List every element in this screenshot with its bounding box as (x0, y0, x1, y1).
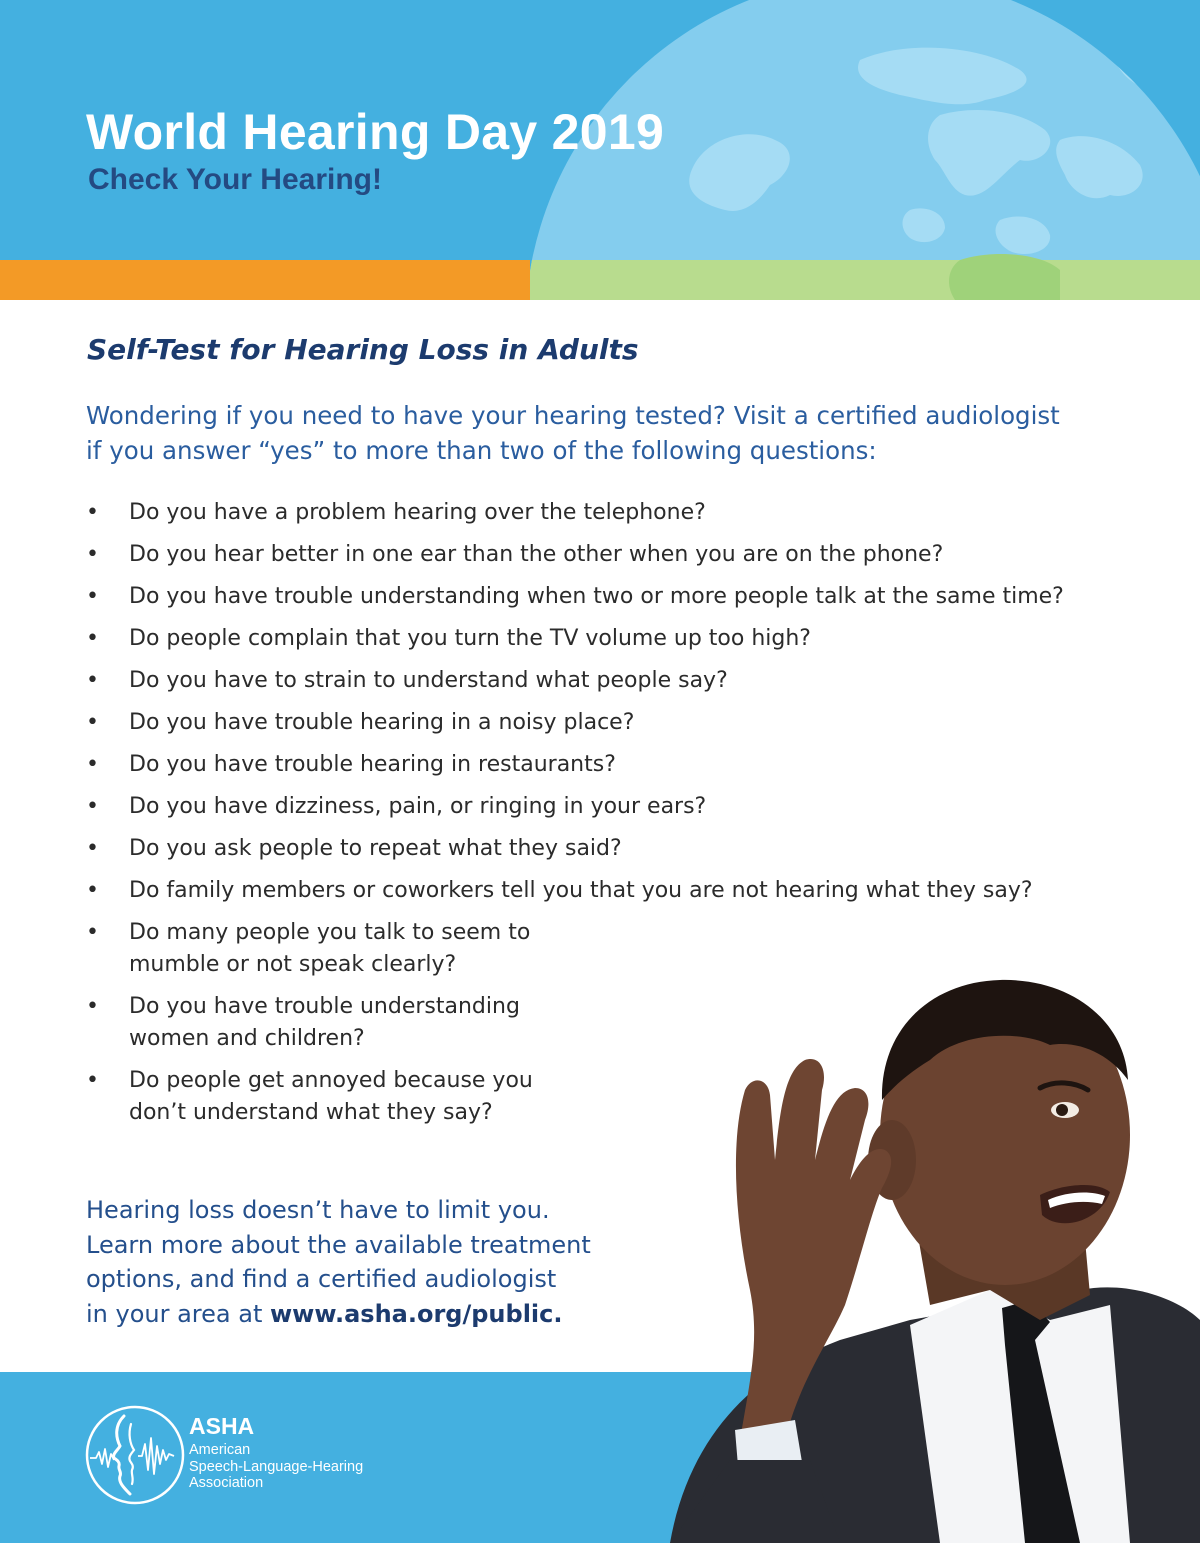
list-item (86, 875, 1126, 907)
org-name-line-3: Association (189, 1475, 264, 1491)
intro-line-1: Wondering if you need to have your hearing tested? Visit a certified audiologist (86, 401, 1060, 430)
orange-accent-bar (0, 260, 530, 300)
asha-full-name (189, 1442, 389, 1492)
question-text: Do you have dizziness, pain, or ringing in your ears? (129, 794, 707, 819)
list-item (86, 539, 1126, 571)
asha-website-link[interactable]: www.asha.org/public. (270, 1299, 563, 1328)
bullet-icon: • (86, 710, 99, 735)
list-item (86, 581, 1126, 613)
bullet-icon: • (86, 920, 99, 945)
question-text: Do you have to strain to understand what people say? (129, 668, 728, 693)
intro-line-2: if you answer “yes” to more than two of the following questions: (86, 436, 877, 465)
list-item (86, 497, 1126, 529)
question-text: Do you hear better in one ear than the other when you are on the phone? (129, 542, 944, 567)
list-item (86, 791, 1126, 823)
man-cupping-ear-photo (610, 960, 1200, 1543)
list-item (86, 749, 1126, 781)
asha-acronym: ASHA (189, 1413, 255, 1439)
bullet-icon: • (86, 878, 99, 903)
closing-line-4: in your area at (86, 1299, 270, 1328)
bullet-icon: • (86, 994, 99, 1019)
closing-paragraph (86, 1193, 646, 1331)
section-title: Self-Test for Hearing Loss in Adults (87, 333, 639, 366)
question-text: Do you have trouble understanding women and children? (129, 994, 520, 1051)
page-subtitle: Check Your Hearing! (88, 163, 382, 196)
bullet-icon: • (86, 1068, 99, 1093)
bullet-icon: • (86, 794, 99, 819)
question-text: Do many people you talk to seem to mumble or not speak clearly? (129, 920, 531, 977)
closing-line-2: Learn more about the available treatment (86, 1230, 591, 1259)
org-name-line-1: American (189, 1442, 251, 1458)
question-text: Do you have trouble hearing in a noisy place? (129, 710, 635, 735)
org-name-line-2: Speech-Language-Hearing (189, 1458, 364, 1475)
list-item (86, 707, 1126, 739)
question-text: Do you have trouble understanding when two or more people talk at the same time? (129, 584, 1064, 609)
bullet-icon: • (86, 668, 99, 693)
bullet-icon: • (86, 626, 99, 651)
question-text: Do you ask people to repeat what they said? (129, 836, 622, 861)
list-item (86, 623, 1126, 655)
list-item (86, 833, 1126, 865)
bullet-icon: • (86, 500, 99, 525)
bullet-icon: • (86, 542, 99, 567)
question-text: Do you have a problem hearing over the telephone? (129, 500, 706, 525)
page-title: World Hearing Day 2019 (86, 104, 665, 160)
question-text: Do family members or coworkers tell you that you are not hearing what they say? (129, 878, 1033, 903)
intro-paragraph (86, 398, 1126, 468)
closing-line-1: Hearing loss doesn’t have to limit you. (86, 1196, 550, 1224)
bullet-icon: • (86, 836, 99, 861)
asha-logo-icon (84, 1404, 186, 1506)
question-text: Do people get annoyed because you don’t understand what they say? (129, 1068, 533, 1125)
question-text: Do you have trouble hearing in restaurants? (129, 752, 616, 777)
bullet-icon: • (86, 584, 99, 609)
question-text: Do people complain that you turn the TV volume up too high? (129, 626, 811, 651)
list-item (86, 665, 1126, 697)
bullet-icon: • (86, 752, 99, 777)
header-banner (0, 0, 1200, 300)
closing-line-3: options, and find a certified audiologist (86, 1265, 557, 1293)
